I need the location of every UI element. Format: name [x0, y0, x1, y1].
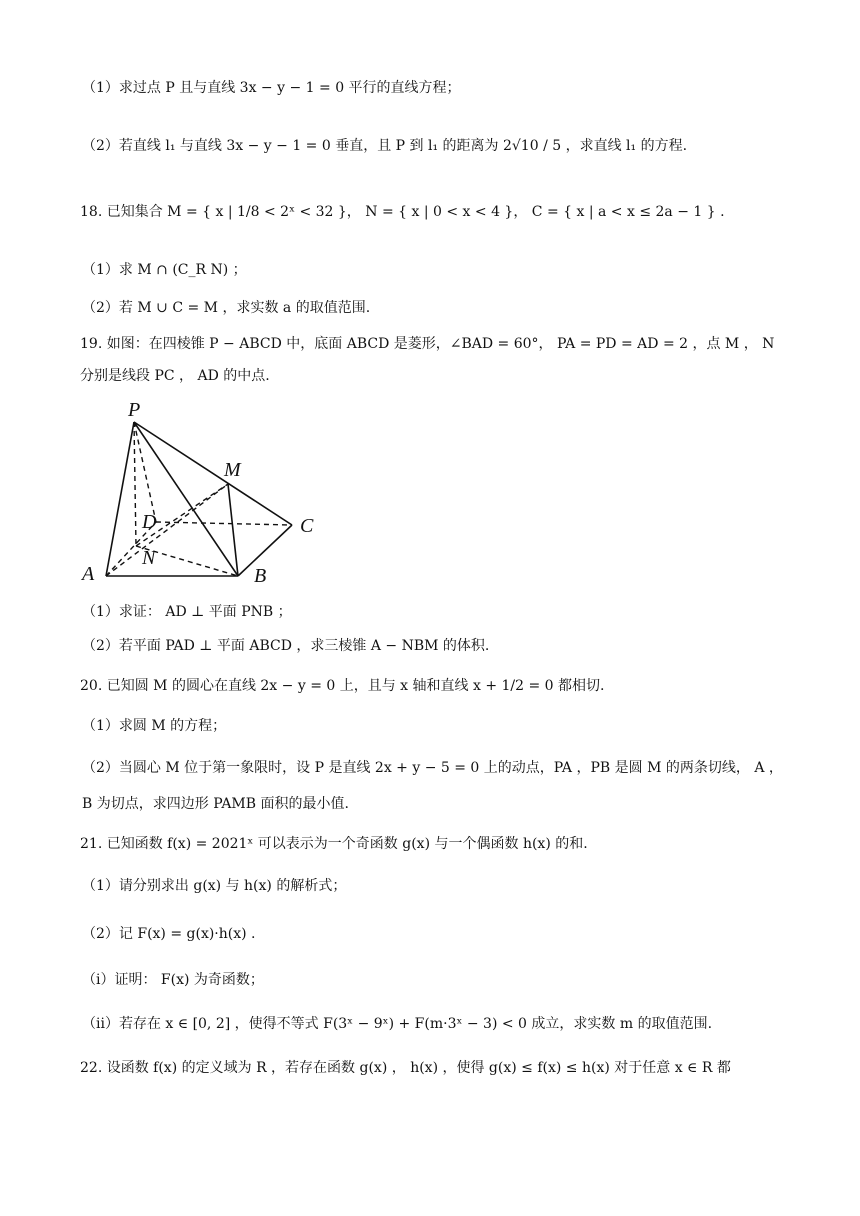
q19-stem: 19. 如图：在四棱锥 P − ABCD 中，底面 ABCD 是菱形，∠BAD = 60°， PA = PD = AD = 2 ，点 M ， N [80, 336, 775, 352]
edge-am [106, 484, 228, 576]
label-c: C [300, 515, 314, 537]
q21-part1: （1）请分别求出 g(x) 与 h(x) 的解析式； [82, 878, 347, 894]
q21-part2-i: （i）证明： F(x) 为奇函数； [82, 972, 264, 988]
label-p: P [128, 399, 141, 421]
q21-part2-ii: （ii）若存在 x ∈ [0, 2] ，使得不等式 F(3ˣ − 9ˣ) + F(m·3ˣ − 3) < 0 成立，求实数 m 的取值范围. [82, 1016, 713, 1032]
q17-part2: （2）若直线 l₁ 与直线 3x − y − 1 = 0 垂直，且 P 到 l₁ 的距离为 2√10 / 5 ，求直线 l₁ 的方程. [82, 138, 688, 154]
label-b: B [254, 565, 267, 587]
q19-part2: （2）若平面 PAD ⊥ 平面 ABCD ，求三棱锥 A − NBM 的体积. [82, 638, 490, 654]
pyramid-figure [78, 396, 328, 592]
label-m: M [224, 459, 241, 481]
label-a: A [82, 563, 95, 585]
label-n: N [142, 547, 156, 569]
label-d: D [142, 511, 157, 533]
q19-stem-cont: 分别是线段 PC ， AD 的中点. [80, 368, 270, 384]
edge-dc [156, 522, 292, 525]
q18-stem: 18. 已知集合 M = { x | 1/8 < 2ˣ < 32 }， N = { x | 0 < x < 4 }， C = { x | a < x ≤ 2a − 1 } . [80, 204, 725, 220]
q20-part1: （1）求圆 M 的方程； [82, 718, 227, 734]
q18-part2: （2）若 M ∪ C = M ，求实数 a 的取值范围. [82, 300, 371, 316]
q20-part2-cont: B 为切点，求四边形 PAMB 面积的最小值. [82, 796, 349, 812]
q18-part1: （1）求 M ∩ (C_R N) ； [82, 262, 247, 278]
q21-stem: 21. 已知函数 f(x) = 2021ˣ 可以表示为一个奇函数 g(x) 与一个偶函数 h(x) 的和. [80, 836, 588, 852]
q17-part1: （1）求过点 P 且与直线 3x − y − 1 = 0 平行的直线方程； [82, 80, 461, 96]
q20-stem: 20. 已知圆 M 的圆心在直线 2x − y = 0 上，且与 x 轴和直线 x + 1/2 = 0 都相切. [80, 678, 605, 694]
edge-pc [134, 422, 292, 525]
q19-part1: （1）求证： AD ⊥ 平面 PNB ； [82, 604, 292, 620]
q20-part2: （2）当圆心 M 位于第一象限时，设 P 是直线 2x + y − 5 = 0 上的动点，PA ，PB 是圆 M 的两条切线， A ， [82, 760, 783, 776]
edge-pa [106, 422, 134, 576]
edge-pn [134, 422, 136, 546]
q21-part2: （2）记 F(x) = g(x)·h(x) . [82, 926, 256, 942]
pyramid-diagram [78, 396, 328, 592]
q22-stem: 22. 设函数 f(x) 的定义域为 R ，若存在函数 g(x) ， h(x) ，使得 g(x) ≤ f(x) ≤ h(x) 对于任意 x ∈ R 都 [80, 1060, 731, 1076]
